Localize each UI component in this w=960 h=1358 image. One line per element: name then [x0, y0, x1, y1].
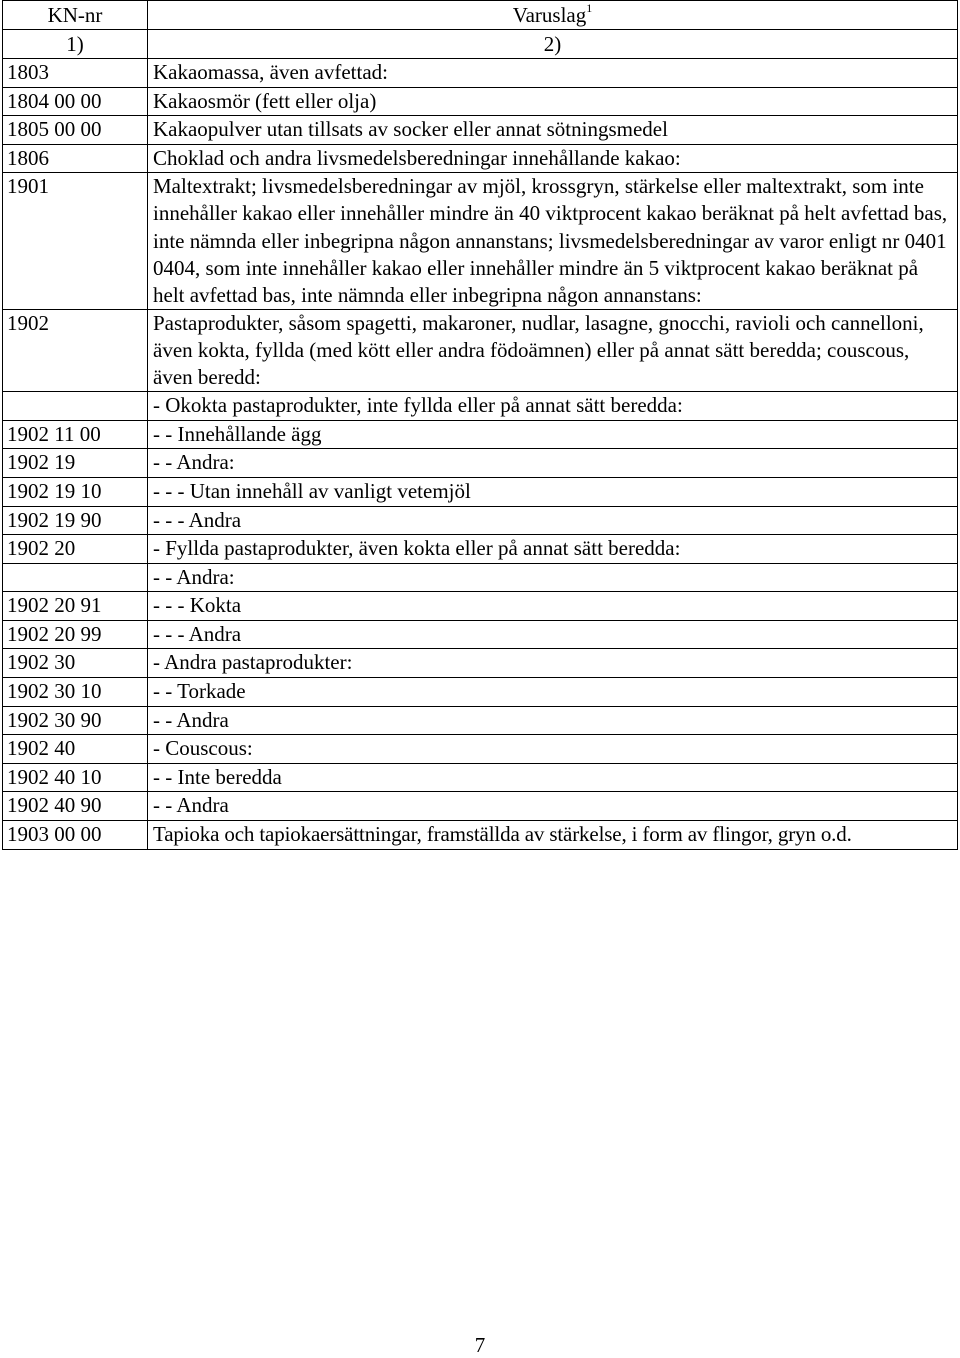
column-number-row — [3, 30, 958, 59]
goods-description: - - Andra — [148, 706, 958, 735]
table-row — [3, 821, 958, 850]
goods-description: - Okokta pastaprodukter, inte fyllda eller på annat sätt beredda: — [148, 392, 958, 421]
kn-code: 1902 40 10 — [3, 763, 148, 792]
kn-code: 1902 11 00 — [3, 420, 148, 449]
goods-description: - - Andra — [148, 792, 958, 821]
table-row — [3, 87, 958, 116]
goods-description: - - - Andra — [148, 620, 958, 649]
kn-code: 1804 00 00 — [3, 87, 148, 116]
kn-code: 1902 40 — [3, 735, 148, 764]
goods-description: - - Innehållande ägg — [148, 420, 958, 449]
table-row — [3, 392, 958, 421]
table-row — [3, 735, 958, 764]
goods-description: - - - Andra — [148, 506, 958, 535]
table-row — [3, 649, 958, 678]
header-kn-nr: KN-nr — [3, 1, 148, 30]
kn-code: 1902 30 10 — [3, 678, 148, 707]
goods-description: - Couscous: — [148, 735, 958, 764]
table-row — [3, 144, 958, 173]
goods-description: Pastaprodukter, såsom spagetti, makaroner, nudlar, lasagne, gnocchi, ravioli och cannelloni, även kokta, fyllda (med kött eller andra födoämnen) eller på annat sätt beredda; couscous, även beredd: — [148, 309, 958, 391]
goods-description: Tapioka och tapiokaersättningar, framställda av stärkelse, i form av flingor, gryn o.d. — [148, 821, 958, 850]
goods-description: Maltextrakt; livsmedelsberedningar av mjöl, krossgryn, stärkelse eller maltextrakt, som inte innehåller kakao eller innehåller mindre än 40 viktprocent kakao beräknat på helt avfettad bas, inte nämnda eller inbegripna någon annanstans; livsmedelsberedningar av varor enligt nr 0401 0404, som inte innehåller kakao eller innehåller mindre än 5 viktprocent kakao beräknat på helt avfettad bas, inte nämnda eller inbegripna någon annanstans: — [148, 173, 958, 309]
table-row — [3, 59, 958, 88]
kn-code: 1902 20 91 — [3, 592, 148, 621]
table-row — [3, 309, 958, 391]
goods-description: - Fyllda pastaprodukter, även kokta eller på annat sätt beredda: — [148, 535, 958, 564]
kn-code: 1902 30 90 — [3, 706, 148, 735]
kn-code: 1902 20 — [3, 535, 148, 564]
table-row — [3, 792, 958, 821]
table-row — [3, 449, 958, 478]
goods-description: Kakaosmör (fett eller olja) — [148, 87, 958, 116]
kn-code: 1902 30 — [3, 649, 148, 678]
column-number-1: 1) — [3, 30, 148, 59]
kn-code: 1902 19 10 — [3, 477, 148, 506]
column-number-2: 2) — [148, 30, 958, 59]
kn-code: 1902 19 90 — [3, 506, 148, 535]
kn-code: 1902 — [3, 309, 148, 391]
page-number: 7 — [474, 1333, 486, 1357]
header-varuslag — [148, 1, 958, 30]
goods-table — [2, 0, 958, 850]
kn-code: 1803 — [3, 59, 148, 88]
goods-description: - Andra pastaprodukter: — [148, 649, 958, 678]
footnote-marker: 1 — [586, 1, 593, 15]
goods-description: Kakaopulver utan tillsats av socker eller annat sötningsmedel — [148, 116, 958, 145]
goods-description: - - - Utan innehåll av vanligt vetemjöl — [148, 477, 958, 506]
table-row — [3, 420, 958, 449]
goods-description: Kakaomassa, även avfettad: — [148, 59, 958, 88]
kn-code: 1902 19 — [3, 449, 148, 478]
goods-description: - - Torkade — [148, 678, 958, 707]
kn-code: 1903 00 00 — [3, 821, 148, 850]
kn-code: 1806 — [3, 144, 148, 173]
table-row — [3, 535, 958, 564]
table-row — [3, 620, 958, 649]
header-varuslag-label: Varuslag — [512, 3, 587, 27]
table-row — [3, 563, 958, 592]
table-row — [3, 173, 958, 309]
kn-code: 1902 40 90 — [3, 792, 148, 821]
table-row — [3, 678, 958, 707]
kn-code — [3, 392, 148, 421]
table-row — [3, 763, 958, 792]
kn-code: 1901 — [3, 173, 148, 309]
table-row — [3, 506, 958, 535]
goods-description: - - Andra: — [148, 449, 958, 478]
kn-code: 1902 20 99 — [3, 620, 148, 649]
table-header-row — [3, 1, 958, 30]
table-row — [3, 116, 958, 145]
goods-description: - - Inte beredda — [148, 763, 958, 792]
kn-code: 1805 00 00 — [3, 116, 148, 145]
goods-description: - - - Kokta — [148, 592, 958, 621]
table-row — [3, 706, 958, 735]
table-row — [3, 592, 958, 621]
table-row — [3, 477, 958, 506]
kn-code — [3, 563, 148, 592]
goods-description: - - Andra: — [148, 563, 958, 592]
goods-description: Choklad och andra livsmedelsberedningar innehållande kakao: — [148, 144, 958, 173]
